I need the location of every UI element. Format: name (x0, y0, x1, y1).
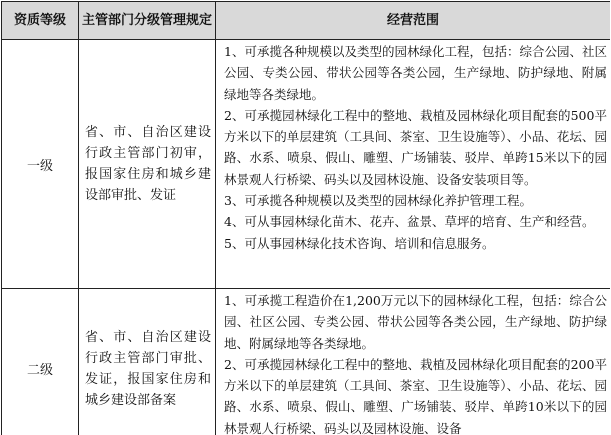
table-row (2, 289, 611, 435)
scope-item: 2、可承揽园林绿化工程中的整地、栽植及园林绿化项目配套的500平方米以下的单层建筑（工具间、茶室、卫生设施等）、小品、花坛、园路、水系、喷泉、假山、雕塑、广场铺装、驳岸、单跨15米以下的园林景观人行桥梁、码头以及园林设施、设备安装项目等。 (224, 107, 607, 187)
grade-cell: 一级 (2, 40, 79, 289)
department-cell: 省、市、自治区建设行政主管部门初审，报国家住房和城乡建设部审批、发证 (79, 40, 216, 289)
scope-item: 1、可承揽工程造价在1,200万元以下的园林绿化工程，包括：综合公园、社区公园、专类公园、带状公园等各类公园，生产绿地、防护绿地、附属绿地等各类绿地。 (224, 293, 607, 351)
header-row (2, 2, 611, 40)
qualification-table-wrapper (1, 1, 610, 435)
grade-cell: 二级 (2, 289, 79, 435)
scope-item: 2、可承揽园林绿化工程中的整地、栽植及园林绿化项目配套的200平方米以下的单层建筑（工具间、茶室、卫生设施等）、小品、花坛、园路、水系、喷泉、假山、雕塑、广场铺装、驳岸、单跨10米以下的园林景观人行桥梁、码头以及园林设施、设备 (224, 356, 607, 435)
scope-item: 4、可从事园林绿化苗木、花卉、盆景、草坪的培育、生产和经营。 (224, 214, 595, 230)
scope-item: 5、可从事园林绿化技术咨询、培训和信息服务。 (224, 235, 495, 251)
scope-item: 3、可承揽各种规模以及类型的园林绿化养护管理工程。 (224, 193, 532, 209)
header-business-scope: 经营范围 (216, 2, 611, 40)
header-grade: 资质等级 (2, 2, 79, 40)
department-cell: 省、市、自治区建设行政主管部门审批、发证，报国家住房和城乡建设部备案 (79, 289, 216, 435)
header-department-rules: 主管部门分级管理规定 (79, 2, 216, 40)
table-row (2, 40, 611, 289)
scope-cell (216, 289, 611, 435)
scope-item: 1、可承揽各种规模以及类型的园林绿化工程，包括：综合公园、社区公园、专类公园、带状公园等各类公园，生产绿地、防护绿地、附属绿地等各类绿地。 (224, 44, 607, 102)
scope-cell (216, 40, 611, 289)
qualification-table (1, 1, 610, 435)
